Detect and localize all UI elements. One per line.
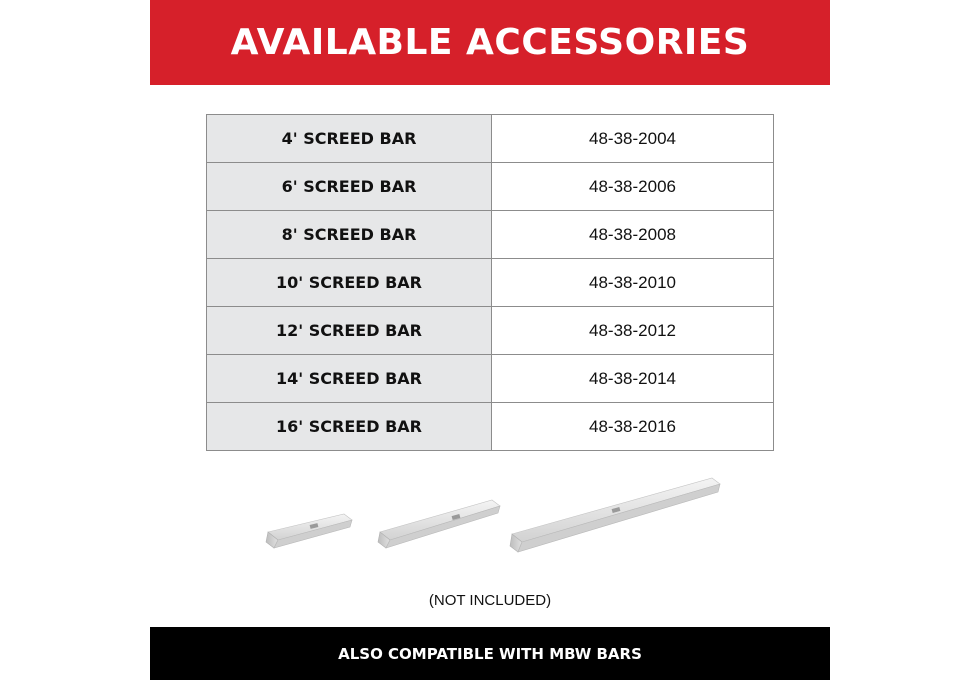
part-number: 48-38-2012 (492, 307, 774, 355)
table-row (207, 355, 774, 403)
header-banner (150, 0, 830, 85)
table-row (207, 403, 774, 451)
accessory-name: 14' SCREED BAR (207, 355, 492, 403)
page-title: AVAILABLE ACCESSORIES (230, 22, 750, 63)
accessory-name: 6' SCREED BAR (207, 163, 492, 211)
part-number: 48-38-2016 (492, 403, 774, 451)
accessory-name: 12' SCREED BAR (207, 307, 492, 355)
table-row (207, 115, 774, 163)
part-number: 48-38-2006 (492, 163, 774, 211)
part-number: 48-38-2010 (492, 259, 774, 307)
table-row (207, 259, 774, 307)
part-number: 48-38-2008 (492, 211, 774, 259)
accessory-name: 16' SCREED BAR (207, 403, 492, 451)
screed-bar-large (510, 478, 720, 552)
table-row (207, 163, 774, 211)
accessory-name: 4' SCREED BAR (207, 115, 492, 163)
footer-banner (150, 627, 830, 680)
screed-bar-medium (378, 500, 500, 548)
accessories-table (206, 114, 774, 451)
footer-text: ALSO COMPATIBLE WITH MBW BARS (338, 644, 642, 663)
accessory-name: 10' SCREED BAR (207, 259, 492, 307)
part-number: 48-38-2004 (492, 115, 774, 163)
part-number: 48-38-2014 (492, 355, 774, 403)
accessory-name: 8' SCREED BAR (207, 211, 492, 259)
screed-bars-illustration (260, 470, 730, 560)
table-row (207, 211, 774, 259)
not-included-note: (NOT INCLUDED) (428, 592, 552, 609)
table-row (207, 307, 774, 355)
screed-bar-small (266, 514, 352, 548)
